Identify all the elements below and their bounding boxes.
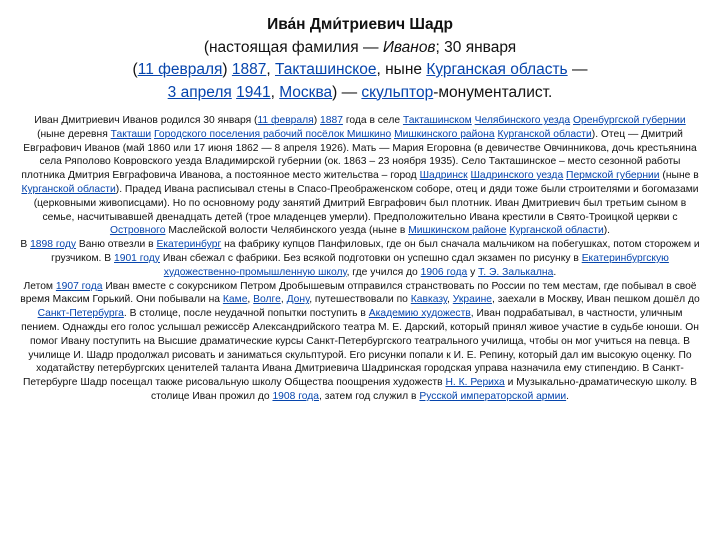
link-1901[interactable]: 1901 году [114, 252, 160, 264]
header-line-3: (11 февраля) 1887, Такташинское, ныне Курганская область — [132, 61, 588, 78]
paragraph-ekaterinburg: В 1898 году Ваню отвезли в Екатеринбург на фабрику купцов Панфиловых, где он был сначала мальчиком на побегушках, потом сторожем и грузчиком. В 1901 году Иван сбежал с фабрики. Без всякой подготовки он успешно сдал экзамен по рисунку в Екатеринбургскую художественно-промышленную школу, где учился до 1906 года у Т. Э. Залькална. [20, 239, 700, 278]
link-kurgan-oblast-2[interactable]: Курганской области [21, 183, 116, 195]
link-ekaterinburg[interactable]: Екатеринбург [156, 239, 222, 251]
link-don[interactable]: Дону [286, 294, 310, 306]
link-11-february-body[interactable]: 11 февраля [257, 115, 314, 126]
link-1906[interactable]: 1906 года [420, 266, 468, 278]
link-kurgan-oblast-3[interactable]: Курганской области [509, 225, 604, 237]
link-1907[interactable]: 1907 года [55, 280, 103, 292]
link-kama[interactable]: Каме [222, 294, 248, 306]
link-sculptor[interactable]: скульптор [361, 83, 434, 101]
link-mishkino-district[interactable]: Мишкинского района [394, 128, 495, 140]
header-line-4: 3 апреля 1941, Москва) — скульптор-монументалист. [167, 83, 553, 101]
paragraph-biography: Иван Дмитриевич Иванов родился 30 января (11 февраля) 1887 года в селе Такташинском Челябинского уезда Оренбургской губернии (ныне деревня Такташи Городского поселения рабочий посёлок Мишкино Мишкинского района Курганской области). Отец — Дмитрий Евграфович Иванов (май 1860 или 17 июня 1862 — 8 апреля 1926). Мать — Мария Егоровна (в девичестве Овчинникова, дочь крестьянина села Ряполово Ковровского уезда Владимирской губернии (ок. 1863 – 23 ноября 1935). Село Такташинское – место сезонной работы плотника Дмитрия Евграфовича Иванова, а постоянное место жительства – город Шадринск Шадринского уезда Пермской губернии (ныне в Курганской области). Прадед Ивана расписывал стены в Спасо-Преображенском соборе, отец и дяди тоже были строителями и богомазами (церковными живописцами). Но по основному роду занятий Дмитрий Евграфович был плотник. Иван Дмитриевич был третьим сыном в семье, насчитывавшей двенадцать детей (трое младенцев умерли). Предположительно Ивана крестили в Свято-Троицкой церкви с Островного Маслейской волости Челябинского уезда (ныне в Мишкинском районе Курганской области). [21, 115, 699, 237]
link-mishkino-settlement[interactable]: Городского поселения рабочий посёлок Мишкино [154, 128, 392, 140]
link-orenburg-guberniya[interactable]: Оренбургской губернии [573, 115, 686, 126]
article-body [20, 114, 700, 404]
link-kurgan-oblast-body[interactable]: Курганской области [497, 128, 592, 140]
link-zalkaln[interactable]: Т. Э. Залькална [478, 266, 554, 278]
link-moscow[interactable]: Москва [279, 83, 333, 101]
link-art-school[interactable]: Екатеринбургскую художественно-промышленную школу [163, 252, 669, 278]
link-shadrinsk-uezd[interactable]: Шадринского уезда [470, 170, 564, 182]
link-taktashinskoe[interactable]: Такташинское [275, 61, 377, 78]
link-ostrovnoe[interactable]: Островного [109, 225, 166, 237]
header-line-2: (настоящая фамилия — Иванов; 30 января [203, 38, 517, 56]
link-taktashinskom[interactable]: Такташинском [402, 115, 472, 126]
link-11-february[interactable]: 11 февраля [137, 61, 223, 78]
link-caucasus[interactable]: Кавказу [410, 294, 448, 306]
link-chelyabinsk-uezd[interactable]: Челябинского уезда [474, 115, 571, 126]
link-1941[interactable]: 1941 [236, 83, 271, 101]
link-roerich[interactable]: Н. К. Рериха [445, 377, 505, 389]
link-academy-of-arts[interactable]: Академию художеств [368, 308, 471, 320]
article-header [20, 14, 700, 104]
link-1908[interactable]: 1908 года [272, 390, 319, 402]
link-ukraine[interactable]: Украине [452, 294, 492, 306]
link-1887[interactable]: 1887 [231, 61, 267, 78]
link-volga[interactable]: Волге [253, 294, 281, 306]
link-3-april[interactable]: 3 апреля [167, 83, 232, 101]
link-1887-body[interactable]: 1887 [320, 115, 343, 126]
link-1898[interactable]: 1898 году [30, 239, 77, 251]
link-taktashi[interactable]: Такташи [110, 128, 152, 140]
article-title: Ива́н Дми́триевич Шадр [267, 16, 453, 33]
link-kurgan-oblast[interactable]: Курганская область [426, 61, 568, 78]
real-surname: Иванов [382, 38, 436, 56]
paragraph-travels: Летом 1907 года Иван вместе с сокурсником Петром Дробышевым отправился странствовать по России по тем местам, где побывал в своё время Максим Горький. Они побывали на Каме, Волге, Дону, путешествовали по Кавказу, Украине, заехали в Москву, Иван пешком дошёл до Санкт-Петербурга. В столице, после неудачной попытки поступить в Академию художеств, Иван подрабатывал, в частности, уличным пением. Однажды его голос услышал режиссёр Александрийского театра М. Е. Дарский, который принял живое участие в судьбе юноши. Он помог Ивану поступить на Высшие драматические курсы Санкт-Петербургского театрального училища, чтобы он мог учиться на певца. В училище И. Шадр продолжал рисовать и заниматься скульптурой. Его рисунки попали к И. Е. Репину, который дал им высокую оценку. По ходатайству петербургских ценителей таланта Ивана Дмитриевича Шадринская городская управа назначила ему стипендию. В Санкт-Петербурге Шадр посещал также рисовальную школу Общества поощрения художеств Н. К. Рериха и Музыкально-драматическую школу. В столице Иван прожил до 1908 года, затем год служил в Русской императорской армии. [20, 280, 700, 402]
link-perm-guberniya[interactable]: Пермской губернии [566, 170, 660, 182]
link-russian-imperial-army[interactable]: Русской императорской армии [419, 390, 567, 402]
link-mishkino-district-2[interactable]: Мишкинском районе [408, 225, 507, 237]
link-shadrinsk[interactable]: Шадринск [419, 170, 468, 182]
link-saint-petersburg[interactable]: Санкт-Петербурга [37, 308, 124, 320]
